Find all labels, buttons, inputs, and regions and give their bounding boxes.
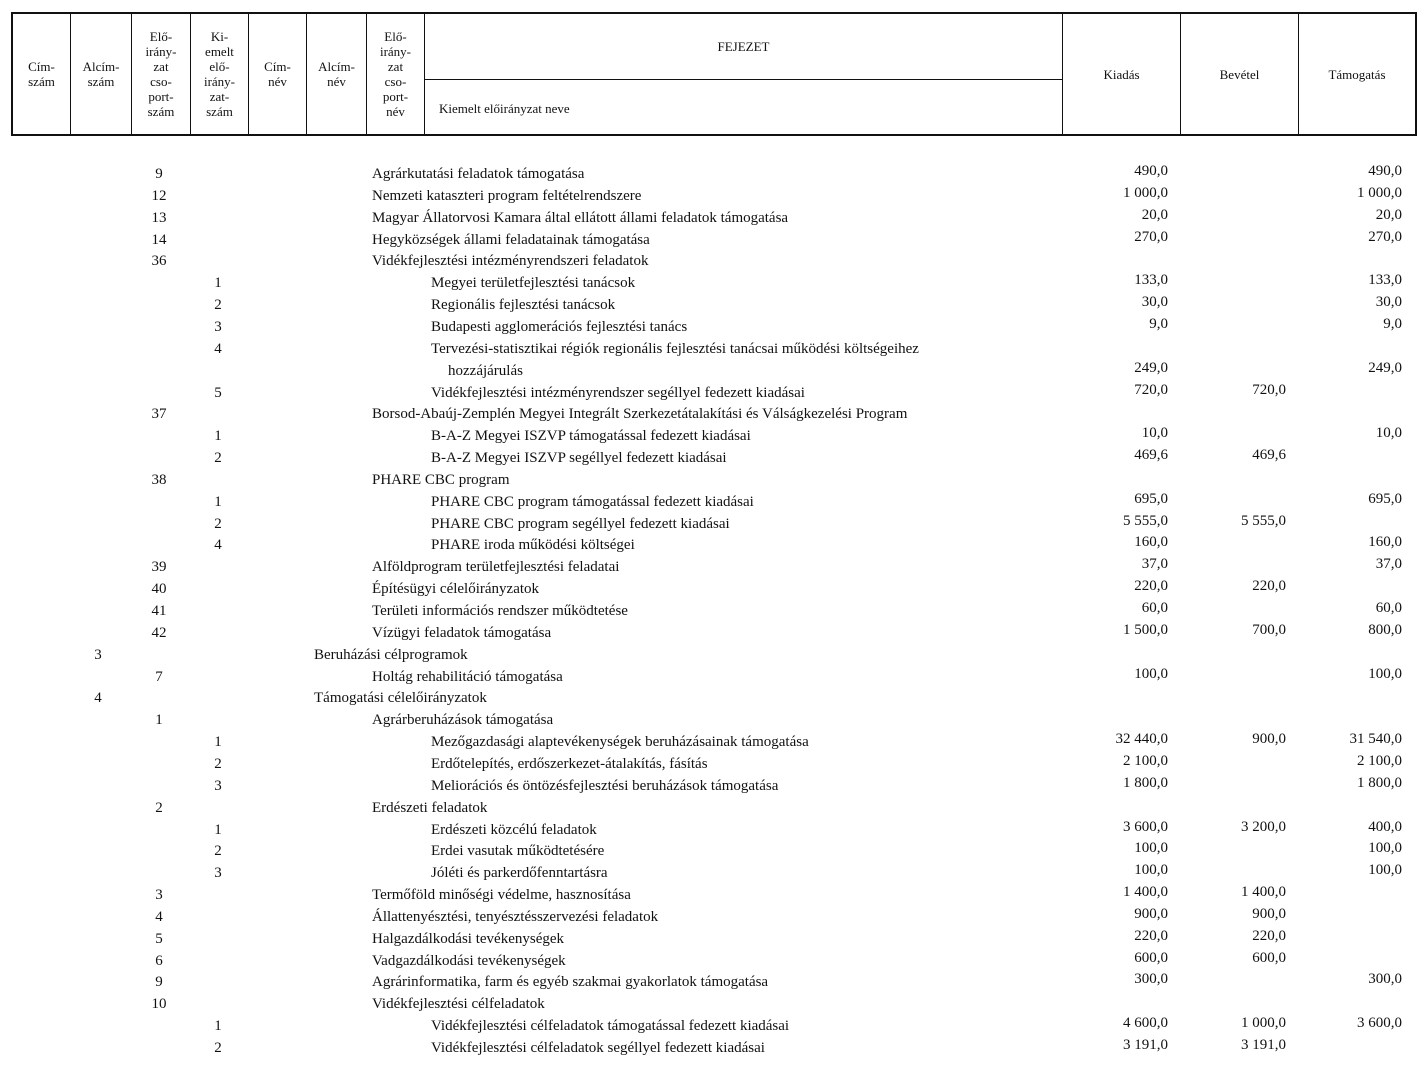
row-code: 1 [155, 712, 163, 729]
row-name: Regionális fejlesztési tanácsok [431, 297, 616, 314]
row-kiadas: 1 000,0 [1123, 184, 1168, 201]
row-code: 6 [155, 952, 163, 969]
row-kiadas: 4 600,0 [1123, 1015, 1168, 1032]
row-kiadas: 1 500,0 [1123, 621, 1168, 638]
table-row [0, 338, 1428, 360]
header-cimszam-label: Cím- szám [28, 59, 55, 89]
header-csoportszam-label: Elő- irány- zat cso- port- szám [145, 29, 177, 119]
header-alcimnev-label: Alcím- név [318, 59, 355, 89]
row-name: Magyar Állatorvosi Kamara által ellátott állami feladatok támogatása [372, 209, 789, 226]
row-code: 2 [214, 843, 222, 860]
row-name: Jóléti és parkerdőfenntartásra [431, 865, 608, 882]
table-row [0, 163, 1428, 185]
row-code: 3 [214, 865, 222, 882]
row-tamogatas: 60,0 [1375, 600, 1402, 616]
row-tamogatas: 20,0 [1375, 206, 1402, 223]
row-kiadas: 220,0 [1134, 578, 1168, 595]
row-tamogatas: 270,0 [1368, 228, 1402, 245]
row-kiadas: 220,0 [1134, 927, 1168, 944]
row-name: Erdészeti közcélú feladatok [431, 821, 597, 838]
row-code: 41 [151, 603, 167, 619]
row-name: Agrárberuházások támogatása [372, 712, 554, 729]
row-name: Meliorációs és öntözésfejlesztési beruházások támogatása [431, 777, 779, 794]
row-bevetel: 220,0 [1252, 927, 1286, 944]
row-bevetel: 900,0 [1252, 731, 1286, 748]
table-row [0, 753, 1428, 775]
row-code: 14 [151, 231, 167, 248]
row-code: 42 [151, 624, 167, 641]
row-tamogatas: 800,0 [1368, 621, 1402, 638]
table-row [0, 403, 1428, 425]
row-tamogatas: 31 540,0 [1349, 731, 1402, 748]
row-kiadas: 900,0 [1134, 905, 1168, 922]
row-name: Vízügyi feladatok támogatása [372, 624, 552, 641]
row-bevetel: 220,0 [1252, 578, 1286, 595]
row-code: 40 [151, 581, 167, 598]
row-tamogatas: 695,0 [1368, 490, 1402, 507]
row-kiadas: 133,0 [1134, 272, 1168, 289]
row-name: Holtág rehabilitáció támogatása [372, 668, 563, 685]
row-name: Borsod-Abaúj-Zemplén Megyei Integrált Szerkezetátalakítási és Válságkezelési Program [372, 406, 908, 423]
row-tamogatas: 1 000,0 [1357, 184, 1402, 201]
row-name: Beruházási célprogramok [314, 646, 468, 663]
row-name: Erdészeti feladatok [372, 799, 488, 816]
table-row [0, 447, 1428, 469]
row-kiadas: 30,0 [1141, 294, 1168, 311]
row-tamogatas: 100,0 [1368, 665, 1402, 682]
row-kiadas: 9,0 [1149, 315, 1168, 332]
table-row [0, 622, 1428, 644]
table-row [0, 644, 1428, 666]
row-bevetel: 3 191,0 [1241, 1037, 1286, 1053]
row-name: Vidékfejlesztési célfeladatok [372, 996, 545, 1013]
row-code: 4 [155, 908, 163, 925]
row-code: 2 [214, 515, 222, 532]
header-kiemelt-nev: Kiemelt előirányzat neve [439, 100, 570, 116]
row-code: 3 [214, 318, 222, 335]
table-row [0, 971, 1428, 993]
row-kiadas: 100,0 [1134, 840, 1168, 857]
header-bevetel-label: Bevétel [1219, 66, 1260, 82]
row-code: 3 [214, 777, 222, 794]
row-tamogatas: 100,0 [1368, 840, 1402, 857]
row-kiadas: 1 400,0 [1123, 884, 1168, 901]
row-code: 5 [155, 930, 163, 947]
row-kiadas: 3 191,0 [1123, 1037, 1168, 1053]
row-bevetel: 5 555,0 [1241, 512, 1286, 529]
row-code: 1 [214, 734, 222, 751]
table-row [0, 578, 1428, 600]
row-tamogatas: 30,0 [1375, 294, 1402, 311]
row-name: PHARE CBC program támogatással fedezett kiadásai [431, 493, 754, 510]
row-code: 4 [214, 537, 222, 554]
header-alcimszam-label: Alcím- szám [82, 59, 120, 89]
row-name: Vadgazdálkodási tevékenységek [372, 952, 566, 969]
row-tamogatas: 9,0 [1383, 315, 1402, 332]
row-code: 4 [214, 340, 222, 357]
row-name: Agrárinformatika, farm és egyéb szakmai gyakorlatok támogatása [372, 974, 769, 991]
row-name: Agrárkutatási feladatok támogatása [372, 166, 585, 182]
row-name: Vidékfejlesztési intézményrendszer segéllyel fedezett kiadásai [431, 384, 805, 401]
row-code: 1 [214, 493, 222, 510]
row-code: 38 [151, 471, 167, 488]
row-bevetel: 3 200,0 [1241, 818, 1286, 835]
table-row [0, 272, 1428, 294]
header-tamogatas-label: Támogatás [1328, 66, 1386, 82]
row-name: Megyei területfejlesztési tanácsok [431, 275, 636, 292]
header-kiadas-label: Kiadás [1103, 66, 1140, 82]
row-bevetel: 720,0 [1252, 381, 1286, 398]
row-code: 7 [155, 668, 163, 685]
row-kiadas: 60,0 [1141, 600, 1168, 616]
row-name: Építésügyi célelőirányzatok [372, 581, 540, 598]
row-code: 12 [151, 187, 167, 204]
row-tamogatas: 249,0 [1368, 359, 1402, 376]
table-row [0, 950, 1428, 972]
row-name: Hegyközségek állami feladatainak támogatása [372, 231, 650, 248]
table-row [0, 666, 1428, 688]
row-name: B-A-Z Megyei ISZVP segéllyel fedezett kiadásai [431, 450, 727, 467]
row-kiadas: 600,0 [1134, 949, 1168, 966]
row-code: 2 [214, 755, 222, 772]
table-row [0, 534, 1428, 556]
row-name: PHARE CBC program [372, 471, 510, 488]
row-kiadas: 3 600,0 [1123, 818, 1168, 835]
row-name: Nemzeti kataszteri program feltételrendszere [372, 187, 642, 204]
header-cimnev-label: Cím- név [264, 59, 291, 89]
row-tamogatas: 400,0 [1368, 818, 1402, 835]
row-code: 1 [214, 428, 222, 445]
row-kiadas: 32 440,0 [1115, 731, 1168, 748]
row-code: 9 [155, 166, 163, 182]
row-tamogatas: 160,0 [1368, 534, 1402, 551]
table-row [0, 1037, 1428, 1059]
row-code: 4 [94, 690, 102, 707]
row-code: 2 [214, 1040, 222, 1056]
row-kiadas: 5 555,0 [1123, 512, 1168, 529]
row-name: Budapesti agglomerációs fejlesztési tanács [431, 318, 688, 335]
row-name: Vidékfejlesztési célfeladatok segéllyel fedezett kiadásai [431, 1040, 765, 1056]
row-code: 37 [151, 406, 167, 423]
row-name: Alföldprogram területfejlesztési feladatai [372, 559, 620, 576]
table-row [0, 185, 1428, 207]
row-code: 2 [214, 450, 222, 467]
row-kiadas: 20,0 [1141, 206, 1168, 223]
row-name: PHARE CBC program segéllyel fedezett kiadásai [431, 515, 730, 532]
row-kiadas: 10,0 [1141, 425, 1168, 442]
table-row [0, 819, 1428, 841]
table-row [0, 687, 1428, 709]
table-row [0, 731, 1428, 753]
row-kiadas: 300,0 [1134, 971, 1168, 988]
row-tamogatas: 100,0 [1368, 862, 1402, 879]
row-code: 1 [214, 275, 222, 292]
row-kiadas: 249,0 [1134, 359, 1168, 376]
row-code: 1 [214, 1018, 222, 1035]
row-bevetel: 600,0 [1252, 949, 1286, 966]
row-tamogatas: 2 100,0 [1357, 752, 1402, 769]
row-code: 36 [151, 253, 167, 270]
row-name: Vidékfejlesztési intézményrendszeri feladatok [372, 253, 649, 270]
row-bevetel: 900,0 [1252, 905, 1286, 922]
row-bevetel: 700,0 [1252, 621, 1286, 638]
table-row [0, 382, 1428, 404]
row-kiadas: 720,0 [1134, 381, 1168, 398]
table-row [0, 229, 1428, 251]
row-bevetel: 469,6 [1252, 447, 1286, 464]
header-fejezet: FEJEZET [425, 14, 1062, 80]
row-kiadas: 100,0 [1134, 665, 1168, 682]
header-kiemelt-szam-label: Ki- emelt elő- irány- zat- szám [203, 29, 236, 119]
row-bevetel: 1 400,0 [1241, 884, 1286, 901]
row-name: hozzájárulás [448, 362, 523, 379]
row-name: Halgazdálkodási tevékenységek [372, 930, 565, 947]
row-kiadas: 270,0 [1134, 228, 1168, 245]
table-row [0, 250, 1428, 272]
row-name: Erdőtelepítés, erdőszerkezet-átalakítás, fásítás [431, 755, 708, 772]
table-row [0, 316, 1428, 338]
row-bevetel: 1 000,0 [1241, 1015, 1286, 1032]
row-code: 9 [155, 974, 163, 991]
row-code: 1 [214, 821, 222, 838]
row-tamogatas: 490,0 [1368, 163, 1402, 179]
row-name: Erdei vasutak működtetésére [431, 843, 605, 860]
header-csoportnev-label: Elő- irány- zat cso- port- név [379, 29, 412, 119]
row-kiadas: 2 100,0 [1123, 752, 1168, 769]
table-row [0, 207, 1428, 229]
row-name: Mezőgazdasági alaptevékenységek beruházásainak támogatása [431, 734, 809, 751]
row-name: Tervezési-statisztikai régiók regionális fejlesztési tanácsai működési költségeihez [431, 340, 919, 357]
row-name: Vidékfejlesztési célfeladatok támogatással fedezett kiadásai [431, 1018, 790, 1035]
row-tamogatas: 10,0 [1375, 425, 1402, 442]
row-kiadas: 469,6 [1134, 447, 1168, 464]
row-kiadas: 160,0 [1134, 534, 1168, 551]
table-row [0, 294, 1428, 316]
table-row [0, 775, 1428, 797]
row-kiadas: 695,0 [1134, 490, 1168, 507]
row-kiadas: 100,0 [1134, 862, 1168, 879]
row-kiadas: 490,0 [1134, 163, 1168, 179]
row-code: 3 [94, 646, 102, 663]
row-code: 13 [151, 209, 167, 226]
row-name: B-A-Z Megyei ISZVP támogatással fedezett kiadásai [431, 428, 751, 445]
row-code: 2 [214, 297, 222, 314]
row-tamogatas: 3 600,0 [1357, 1015, 1402, 1032]
row-name: Területi információs rendszer működtetése [372, 603, 628, 619]
table-row [0, 840, 1428, 862]
row-tamogatas: 300,0 [1368, 971, 1402, 988]
row-kiadas: 37,0 [1141, 556, 1168, 573]
row-code: 39 [151, 559, 167, 576]
table-row [0, 513, 1428, 535]
row-name: PHARE iroda működési költségei [431, 537, 635, 554]
row-name: Támogatási célelőirányzatok [314, 690, 487, 707]
table-row [0, 469, 1428, 491]
row-code: 3 [155, 887, 163, 904]
row-name: Állattenyésztési, tenyésztésszervezési feladatok [372, 908, 659, 925]
row-code: 5 [214, 384, 222, 401]
row-kiadas: 1 800,0 [1123, 774, 1168, 791]
row-name: Termőföld minőségi védelme, hasznosítása [372, 887, 631, 904]
row-code: 10 [151, 996, 167, 1013]
row-tamogatas: 1 800,0 [1357, 774, 1402, 791]
row-tamogatas: 37,0 [1375, 556, 1402, 573]
row-code: 2 [155, 799, 163, 816]
row-tamogatas: 133,0 [1368, 272, 1402, 289]
